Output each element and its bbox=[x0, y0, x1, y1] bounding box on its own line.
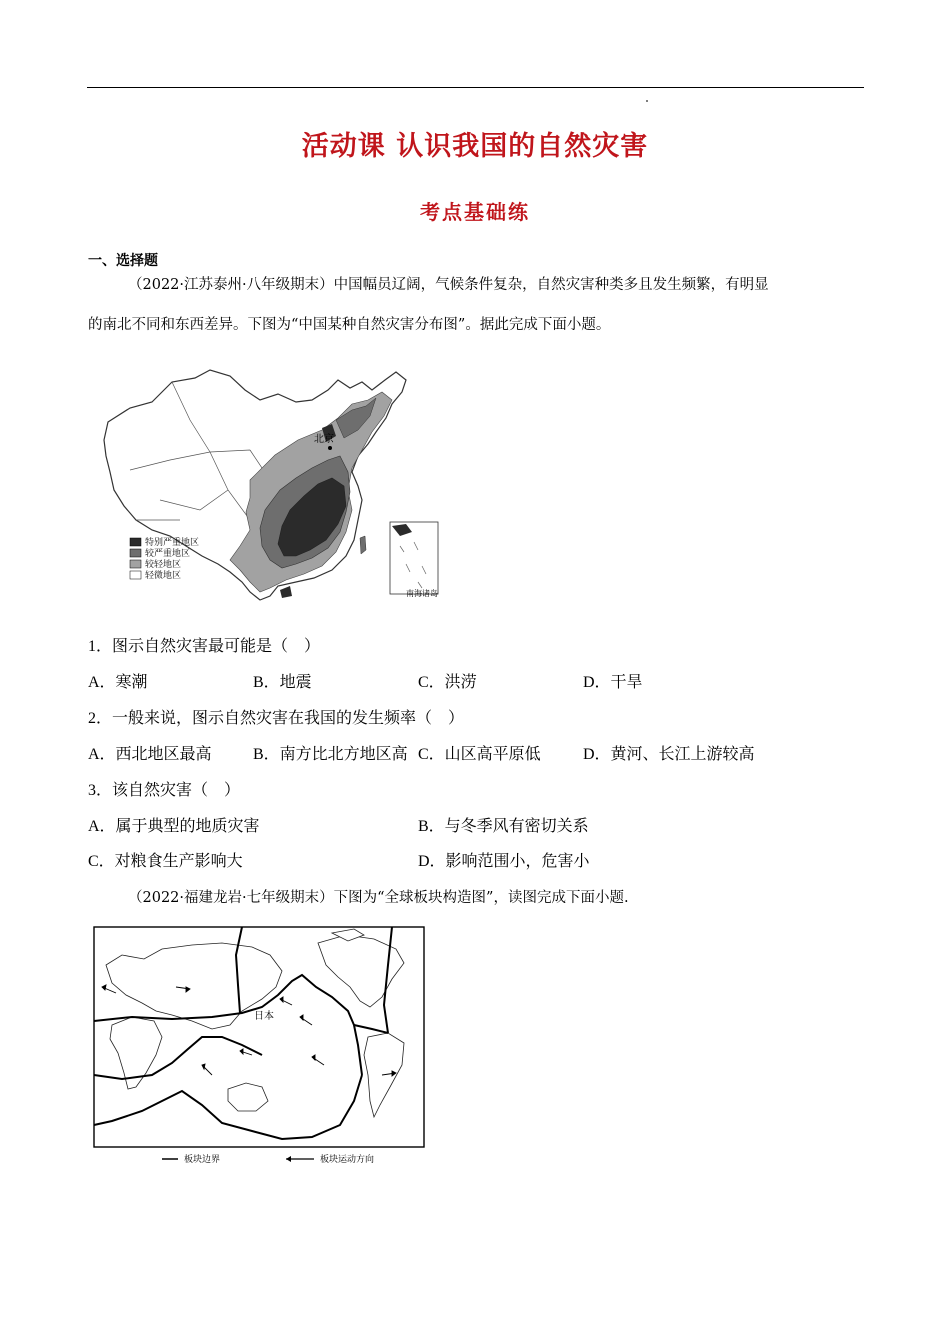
beijing-label: 北京 bbox=[314, 434, 334, 445]
q1-option-b[interactable]: B．地震 bbox=[253, 674, 312, 691]
q3-option-a[interactable]: A．属于典型的地质灾害 bbox=[88, 818, 260, 835]
legend-moderate: 较轻地区 bbox=[145, 560, 182, 570]
q2-option-d[interactable]: D．黄河、长江上游较高 bbox=[583, 746, 755, 763]
page-title: 活动课 认识我国的自然灾害 bbox=[301, 131, 649, 162]
q2-option-b[interactable]: B．南方比北方地区高 bbox=[253, 746, 408, 763]
intro-line-1: （2022·江苏泰州·八年级期末）中国幅员辽阔，气候条件复杂，自然灾害种类多且发生频繁，有明显 bbox=[128, 277, 769, 293]
plate-tectonics-map bbox=[92, 925, 427, 1170]
china-disaster-map bbox=[100, 360, 445, 610]
south-sea-label: 南海诸岛 bbox=[406, 589, 438, 598]
question-3-stem: 3．该自然灾害（ ） bbox=[88, 782, 241, 799]
q3-option-c[interactable]: C．对粮食生产影响大 bbox=[88, 853, 243, 870]
q3-option-d[interactable]: D．影响范围小，危害小 bbox=[418, 853, 590, 870]
section-heading: 一、选择题 bbox=[88, 253, 158, 269]
question-2-stem: 2．一般来说，图示自然灾害在我国的发生频率（ ） bbox=[88, 710, 465, 727]
header-rule bbox=[87, 87, 864, 88]
q3-option-b[interactable]: B．与冬季风有密切关系 bbox=[418, 818, 589, 835]
legend-light: 轻微地区 bbox=[145, 571, 182, 581]
legend-boundary: 板块边界 bbox=[184, 1155, 221, 1165]
intro-2: （2022·福建龙岩·七年级期末）下图为“全球板块构造图”，读图完成下面小题. bbox=[128, 890, 629, 906]
legend-heavy: 较严重地区 bbox=[145, 549, 191, 559]
q1-option-c[interactable]: C．洪涝 bbox=[418, 674, 477, 691]
page-subtitle: 考点基础练 bbox=[420, 200, 530, 224]
south-sea-inset bbox=[390, 522, 438, 598]
beijing-marker bbox=[328, 446, 332, 450]
map-legend bbox=[130, 536, 199, 581]
q1-option-d[interactable]: D．干旱 bbox=[583, 674, 643, 691]
q2-option-a[interactable]: A．西北地区最高 bbox=[88, 746, 212, 763]
legend-direction: 板块运动方向 bbox=[320, 1155, 375, 1165]
q2-option-c[interactable]: C．山区高平原低 bbox=[418, 746, 541, 763]
plate-map-legend bbox=[162, 1153, 374, 1165]
header-dot bbox=[646, 100, 648, 102]
japan-label: 日本 bbox=[254, 1011, 274, 1022]
q1-option-a[interactable]: A．寒潮 bbox=[88, 674, 148, 691]
intro-line-2: 的南北不同和东西差异。下图为“中国某种自然灾害分布图”。据此完成下面小题。 bbox=[88, 317, 611, 333]
legend-severe: 特别严重地区 bbox=[145, 538, 200, 548]
question-1-stem: 1．图示自然灾害最可能是（ ） bbox=[88, 638, 321, 655]
